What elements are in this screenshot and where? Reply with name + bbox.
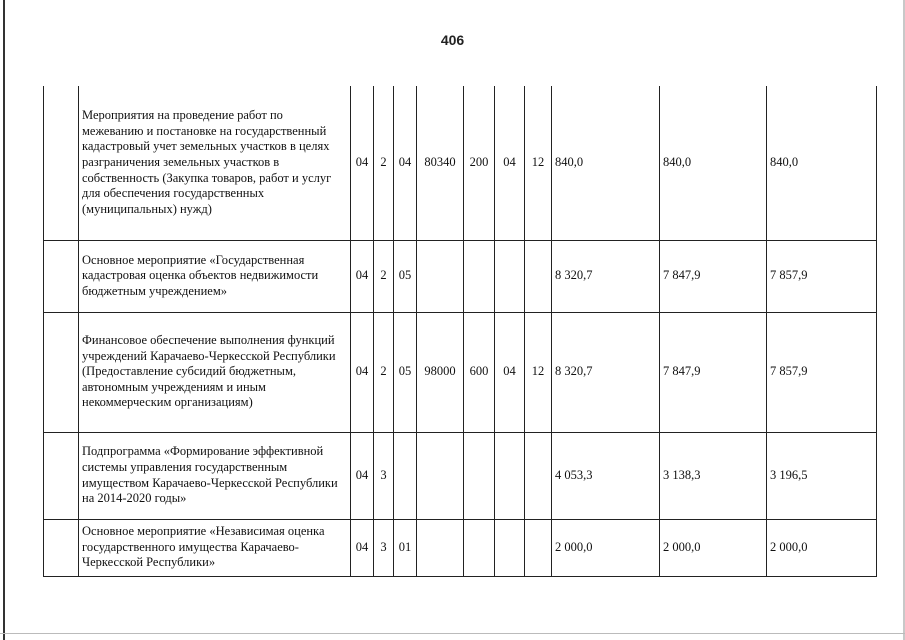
- code-subprogram: 01: [394, 519, 417, 576]
- code-program: 2: [374, 312, 394, 432]
- code-expense-type: [464, 432, 495, 519]
- code-program: 2: [374, 240, 394, 312]
- row-name: Основное мероприятие «Государственная кадастровая оценка объектов недвижимости бюджетным учреждением»: [79, 240, 351, 312]
- code-expense-type: [464, 519, 495, 576]
- code-subprogram: 05: [394, 312, 417, 432]
- code-direction: [417, 240, 464, 312]
- code-section: 04: [351, 86, 374, 240]
- row-name: Подпрограмма «Формирование эффективной системы управления государственным имуществом Карачаево-Черкесской Республики на 2014-2020 годы»: [79, 432, 351, 519]
- code-expense-type: 200: [464, 86, 495, 240]
- blank-cell: [44, 432, 79, 519]
- blank-cell: [44, 312, 79, 432]
- amount-year-1: 2 000,0: [552, 519, 660, 576]
- code-direction: 80340: [417, 86, 464, 240]
- code-pr: [525, 432, 552, 519]
- blank-cell: [44, 86, 79, 240]
- code-pr: [525, 240, 552, 312]
- code-direction: [417, 432, 464, 519]
- code-subprogram: 05: [394, 240, 417, 312]
- code-rz: 04: [495, 86, 525, 240]
- amount-year-3: 3 196,5: [767, 432, 877, 519]
- amount-year-1: 8 320,7: [552, 312, 660, 432]
- amount-year-2: 2 000,0: [660, 519, 767, 576]
- code-pr: 12: [525, 86, 552, 240]
- amount-year-2: 3 138,3: [660, 432, 767, 519]
- code-expense-type: [464, 240, 495, 312]
- amount-year-3: 7 857,9: [767, 312, 877, 432]
- code-rz: [495, 519, 525, 576]
- amount-year-1: 840,0: [552, 86, 660, 240]
- amount-year-3: 7 857,9: [767, 240, 877, 312]
- code-pr: 12: [525, 312, 552, 432]
- page-number: 406: [440, 32, 465, 48]
- code-program: 2: [374, 86, 394, 240]
- row-name: Мероприятия на проведение работ по межеванию и постановке на государственный кадастровый учет земельных участков в целях разграничения земельных участков в собственность (Закупка товаров, работ и услуг для обеспечения государственных (муниципальных) нужд): [79, 86, 351, 240]
- amount-year-1: 8 320,7: [552, 240, 660, 312]
- code-rz: 04: [495, 312, 525, 432]
- code-subprogram: [394, 432, 417, 519]
- scan-bottom-rule: [0, 633, 905, 634]
- amount-year-2: 840,0: [660, 86, 767, 240]
- blank-cell: [44, 519, 79, 576]
- amount-year-2: 7 847,9: [660, 240, 767, 312]
- code-rz: [495, 432, 525, 519]
- amount-year-1: 4 053,3: [552, 432, 660, 519]
- row-name: Основное мероприятие «Независимая оценка государственного имущества Карачаево-Черкесской Республики»: [79, 519, 351, 576]
- code-section: 04: [351, 519, 374, 576]
- row-name: Финансовое обеспечение выполнения функций учреждений Карачаево-Черкесской Республики (Предоставление субсидий бюджетным, автономным учреждениям и иным некоммерческим организациям): [79, 312, 351, 432]
- code-section: 04: [351, 312, 374, 432]
- code-rz: [495, 240, 525, 312]
- table-row: [44, 240, 877, 312]
- table-row: [44, 432, 877, 519]
- code-direction: [417, 519, 464, 576]
- table-row: [44, 312, 877, 432]
- budget-table: [43, 86, 877, 577]
- code-pr: [525, 519, 552, 576]
- code-program: 3: [374, 519, 394, 576]
- code-expense-type: 600: [464, 312, 495, 432]
- amount-year-2: 7 847,9: [660, 312, 767, 432]
- amount-year-3: 840,0: [767, 86, 877, 240]
- amount-year-3: 2 000,0: [767, 519, 877, 576]
- code-program: 3: [374, 432, 394, 519]
- blank-cell: [44, 240, 79, 312]
- scan-left-edge: [3, 0, 5, 640]
- code-section: 04: [351, 240, 374, 312]
- code-subprogram: 04: [394, 86, 417, 240]
- table-row: [44, 519, 877, 576]
- table-row: [44, 86, 877, 240]
- code-section: 04: [351, 432, 374, 519]
- code-direction: 98000: [417, 312, 464, 432]
